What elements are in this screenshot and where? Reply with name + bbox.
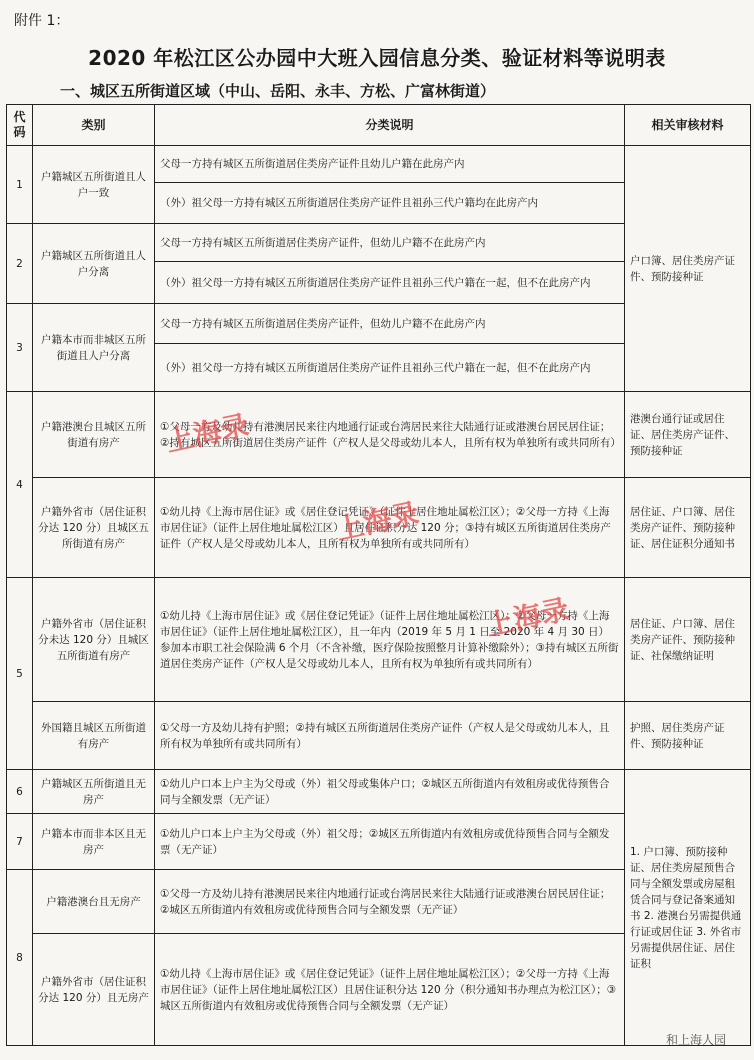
materials-cell: 1. 户口簿、预防接种证、居住类房屋预售合同与全额发票或房屋租赁合同与登记备案通知书 2. 港澳台另需提供通行证或居住证 3. 外省市另需提供居住证、居住证积	[625, 770, 751, 1046]
code-cell: 6	[7, 770, 33, 814]
category-cell: 户籍港澳台且无房产	[33, 870, 155, 934]
page-title: 2020 年松江区公办园中大班入园信息分类、验证材料等说明表	[88, 46, 666, 70]
description-cell: ①幼儿持《上海市居住证》或《居住登记凭证》（证件上居住地址属松江区）；②父母一方持《上海市居住证》（证件上居住地址属松江区）且居住证积分达 120 分；③持有城区五所街道居住类房产证件（产权人是父母或幼儿本人，且所有权为单独所有或共同所有）	[155, 478, 625, 578]
description-cell: ①幼儿持《上海市居住证》或《居住登记凭证》（证件上居住地址属松江区）；②父母一方持《上海市居住证》（证件上居住地址属松江区），且一年内（2019 年 5 月 1 日至 2020 年 4 月 30 日）参加本市职工社会保险满 6 个月（不含补缴，医疗保险按照整月计算补缴除外）；③持有城区五所街道居住类房产证件（产权人是父母或幼儿本人，且所有权为单独所有或共同所有）	[155, 578, 625, 702]
col-header-category: 类别	[33, 105, 155, 146]
table-row	[7, 392, 751, 478]
watermark: 上海录	[482, 592, 572, 643]
watermark: 上海录	[332, 496, 422, 547]
category-cell: 外国籍且城区五所街道有房产	[33, 702, 155, 770]
code-cell: 7	[7, 814, 33, 870]
description-cell: （外）祖父母一方持有城区五所街道居住类房产证件且祖孙三代户籍在一起，但不在此房产内	[155, 344, 625, 392]
code-cell: 8	[7, 870, 33, 1046]
category-cell: 户籍城区五所街道且人户一致	[33, 146, 155, 224]
col-header-code: 代码	[7, 105, 33, 146]
description-cell: ①幼儿户口本上户主为父母或（外）祖父母或集体户口；②城区五所街道内有效租房或优待预售合同与全额发票（无产证）	[155, 770, 625, 814]
materials-cell: 港澳台通行证或居住证、居住类房产证件、预防接种证	[625, 392, 751, 478]
table-row	[7, 146, 751, 183]
header-row	[7, 105, 751, 146]
table-row	[7, 578, 751, 702]
info-table	[6, 104, 751, 1046]
description-cell: 父母一方持有城区五所街道居住类房产证件且幼儿户籍在此房产内	[155, 146, 625, 183]
attachment-label: 附件 1：	[14, 13, 70, 29]
materials-cell: 户口簿、居住类房产证件、预防接种证	[625, 146, 751, 392]
description-cell: ①父母一方及幼儿持有港澳居民来往内地通行证或台湾居民来往大陆通行证或港澳台居民居住证；②城区五所街道内有效租房或优待预售合同与全额发票（无产证）	[155, 870, 625, 934]
code-cell: 4	[7, 392, 33, 578]
code-cell: 5	[7, 578, 33, 770]
category-cell: 户籍港澳台且城区五所街道有房产	[33, 392, 155, 478]
description-cell: ①幼儿户口本上户主为父母或（外）祖父母；②城区五所街道内有效租房或优待预售合同与全额发票（无产证）	[155, 814, 625, 870]
description-cell: ①父母一方及幼儿持有港澳居民来往内地通行证或台湾居民来往大陆通行证或港澳台居民居住证；②持有城区五所街道居住类房产证件（产权人是父母或幼儿本人，且所有权为单独所有或共同所有）	[155, 392, 625, 478]
description-cell: （外）祖父母一方持有城区五所街道居住类房产证件且祖孙三代户籍在一起，但不在此房产内	[155, 262, 625, 304]
code-cell: 1	[7, 146, 33, 224]
category-cell: 户籍外省市（居住证积分达 120 分）且城区五所街道有房产	[33, 478, 155, 578]
description-cell: 父母一方持有城区五所街道居住类房产证件，但幼儿户籍不在此房产内	[155, 304, 625, 344]
category-cell: 户籍外省市（居住证积分未达 120 分）且城区五所街道有房产	[33, 578, 155, 702]
category-cell: 户籍本市而非本区且无房产	[33, 814, 155, 870]
materials-cell: 居住证、户口簿、居住类房产证件、预防接种证、居住证积分通知书	[625, 478, 751, 578]
section-subtitle: 一、城区五所街道区域（中山、岳阳、永丰、方松、广富林街道）	[60, 82, 496, 100]
col-header-materials: 相关审核材料	[625, 105, 751, 146]
category-cell: 户籍外省市（居住证积分达 120 分）且无房产	[33, 934, 155, 1046]
category-cell: 户籍城区五所街道且无房产	[33, 770, 155, 814]
category-cell: 户籍城区五所街道且人户分离	[33, 224, 155, 304]
materials-cell: 护照、居住类房产证件、预防接种证	[625, 702, 751, 770]
description-cell: 父母一方持有城区五所街道居住类房产证件，但幼儿户籍不在此房产内	[155, 224, 625, 262]
watermark: 上海录	[162, 408, 252, 459]
code-cell: 3	[7, 304, 33, 392]
table-row	[7, 770, 751, 814]
category-cell: 户籍本市而非城区五所街道且人户分离	[33, 304, 155, 392]
materials-cell: 居住证、户口簿、居住类房产证件、预防接种证、社保缴纳证明	[625, 578, 751, 702]
footer-brand: 和上海人园	[665, 1033, 726, 1047]
description-cell: ①父母一方及幼儿持有护照；②持有城区五所街道居住类房产证件（产权人是父母或幼儿本人，且所有权为单独所有或共同所有）	[155, 702, 625, 770]
table-row	[7, 702, 751, 770]
code-cell: 2	[7, 224, 33, 304]
col-header-description: 分类说明	[155, 105, 625, 146]
description-cell: （外）祖父母一方持有城区五所街道居住类房产证件且祖孙三代户籍均在此房产内	[155, 183, 625, 224]
description-cell: ①幼儿持《上海市居住证》或《居住登记凭证》（证件上居住地址属松江区）；②父母一方持《上海市居住证》（证件上居住地址属松江区）且居住证积分达 120 分（积分通知书办理点为松江区）；③城区五所街道内有效租房或优待预售合同与全额发票（无产证）	[155, 934, 625, 1046]
